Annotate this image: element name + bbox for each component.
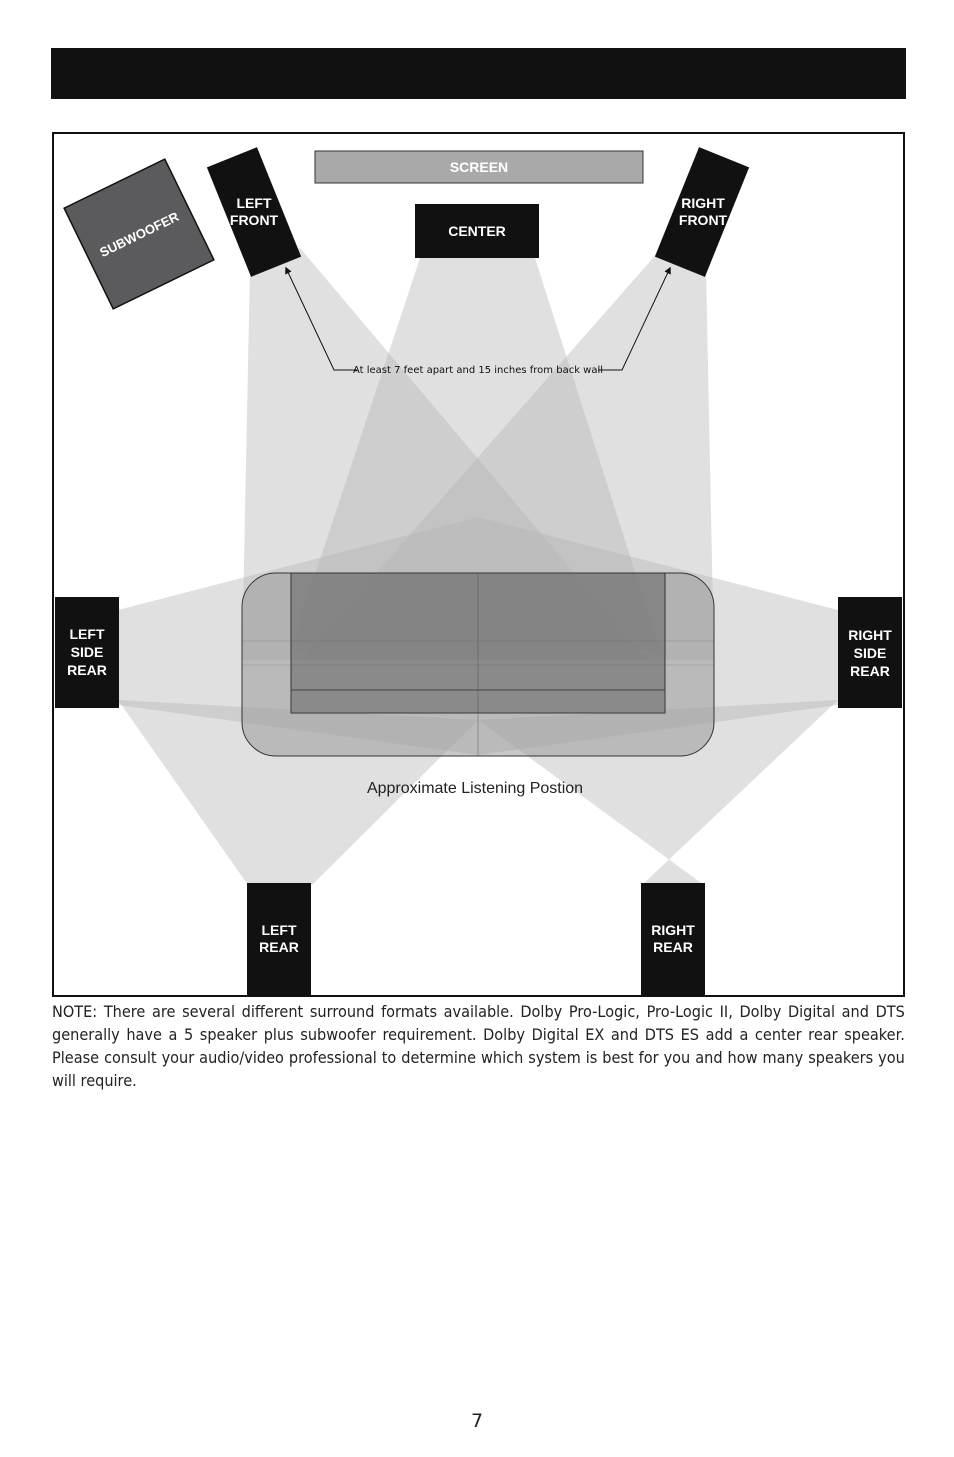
right-front-label-1: RIGHT xyxy=(681,195,725,211)
left-rear-label-1: LEFT xyxy=(261,922,297,938)
screen-label: SCREEN xyxy=(449,159,509,175)
left-side-rear-label-3: REAR xyxy=(67,662,107,678)
page-number: 7 xyxy=(470,1410,484,1432)
surround-formats-note xyxy=(52,1001,905,1093)
right-front-label-2: FRONT xyxy=(678,212,728,228)
listening-position-label: Approximate Listening Postion xyxy=(366,780,584,797)
right-side-rear-label-2: SIDE xyxy=(853,645,887,661)
subwoofer-label: SUBWOOFER xyxy=(97,208,182,261)
center-label: CENTER xyxy=(448,223,506,239)
right-rear-label-1: RIGHT xyxy=(651,922,695,938)
left-rear-label-2: REAR xyxy=(259,939,299,955)
right-side-rear-label-3: REAR xyxy=(850,663,890,679)
left-front-label-2: FRONT xyxy=(229,212,279,228)
right-side-rear-label-1: RIGHT xyxy=(848,627,892,643)
right-rear-label-2: REAR xyxy=(653,939,693,955)
spacing-note: At least 7 feet apart and 15 inches from back wall xyxy=(352,365,604,376)
note-text: NOTE: There are several different surround formats available. Dolby Pro-Logic, Pro-Logic II, Dolby Digital and DTS generally have a 5 speaker plus subwoofer requirement. Dolby Digital EX and DTS ES add a center rear speaker. Please consult your audio/video professional to determine which system is best for you and how many speakers you will require. xyxy=(52,1003,905,1090)
left-side-rear-label-2: SIDE xyxy=(70,644,104,660)
listening-area xyxy=(242,573,714,756)
left-front-label-1: LEFT xyxy=(236,195,272,211)
left-side-rear-label-1: LEFT xyxy=(69,626,105,642)
